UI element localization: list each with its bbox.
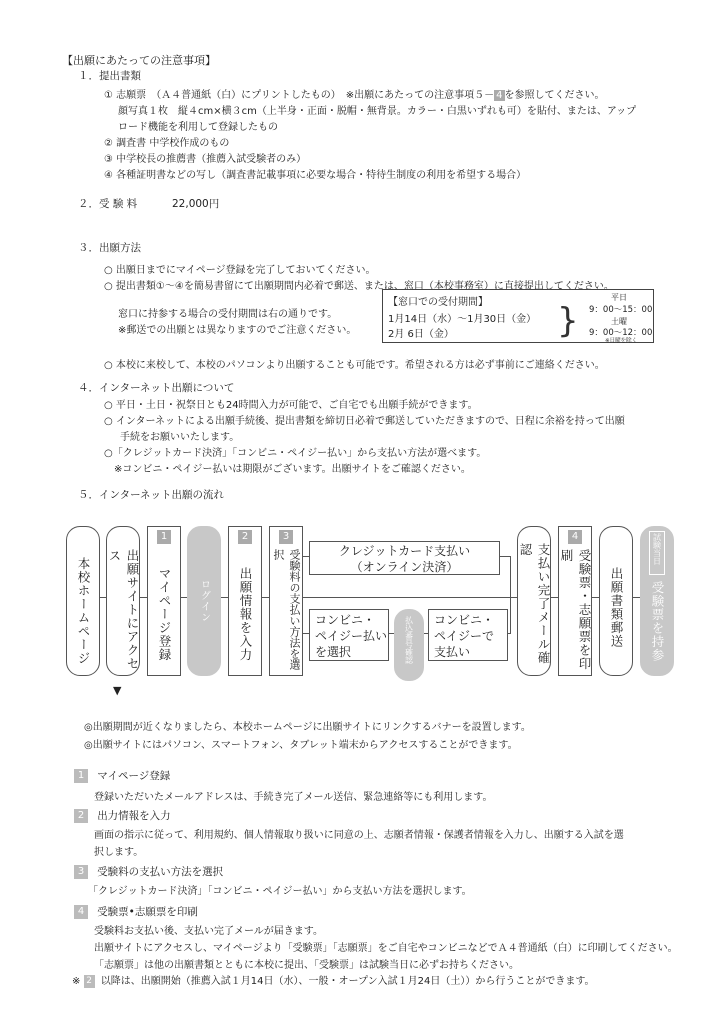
saturday-label: 土曜 <box>611 317 627 326</box>
flow-convenience-select: コンビニ・ ペイジー払い を選択 <box>309 609 389 661</box>
counter-period-date-1: 1月14日（水）～1月30日（金） <box>388 314 537 325</box>
s1-item-1: ① 志願票 （Ａ４普通紙（白）にプリントしたもの） ※出願にあたっての注意事項５－ 4 を参照してください。 <box>104 90 605 101</box>
exam-day-frame <box>649 531 665 575</box>
flow-branch-right-line <box>510 556 511 634</box>
section-3-title: ３．出願方法 <box>78 242 141 254</box>
down-arrow-icon: ▼ <box>113 684 122 697</box>
step-3 <box>74 864 223 879</box>
sunday-excluded-note: ※日曜を除く <box>605 338 638 344</box>
counter-period-box <box>382 289 654 343</box>
footnote <box>72 972 595 988</box>
s5-note-1: ◎出願期間が近くなりましたら、本校ホームページに出願サイトにリンクするバナーを設置します。 <box>84 722 531 733</box>
ref-5-4-badge: 4 <box>496 90 503 101</box>
step-1-line-1: 登録いただいたメールアドレスは、手続き完了メール送信、緊急連絡等にも利用します。 <box>94 792 493 803</box>
s1-item-4: ④ 各種証明書などの写し（調査書記載事項に必要な場合・特待生制度の利用を希望する場合） <box>104 170 527 181</box>
section-4-title: ４．インターネット出願について <box>78 382 235 394</box>
section-5-title: ５．インターネット出願の流れ <box>78 489 225 501</box>
step-1-title: マイページ登録 <box>97 770 171 782</box>
flow-homepage <box>66 526 100 676</box>
step-1-number: 1 <box>74 769 88 783</box>
s1-item-1-line3: ロード機能を利用して登録したもの <box>118 122 278 133</box>
flow-step-1-number: 1 <box>157 530 171 544</box>
weekday-hours: 9：00～15：00 <box>589 305 653 315</box>
flow-payment-number <box>394 609 424 681</box>
flow-bring-label: 受験票を持参 <box>650 581 665 662</box>
step-1 <box>74 768 170 783</box>
flow-step-mypage <box>147 526 181 676</box>
flow-step-2-number: 2 <box>238 530 252 544</box>
s1-item-2: ② 調査書 中学校作成のもの <box>104 138 230 149</box>
flow-mail-documents <box>599 526 633 676</box>
flow-access-site-label: 出願サイトにアクセス <box>107 549 140 671</box>
step-4-line-1: 受験料お支払い後、支払い完了メールが届きます。 <box>94 926 323 937</box>
flow-payment-complete-mail <box>517 526 551 676</box>
s3-bullet-3: ○ 本校に来校して、本校のパソコンより出願することも可能です。希望される方は必ず事前にご連絡ください。 <box>104 360 605 371</box>
flow-print-label: 受験票・志願票を印刷 <box>559 549 592 671</box>
flow-step-3-number: 3 <box>279 530 293 544</box>
flow-input-label: 出願情報を入力 <box>238 567 253 662</box>
s4-bullet-2: ○ インターネットによる出願手続後、提出書類を締切日必着で郵送していただきますので、日程に余裕を持って出願 <box>104 416 625 427</box>
step-4-line-3: 「志願票」は他の出願書類とともに本校に提出、「受験票」は試験当日に必ずお持ちください。 <box>94 960 519 971</box>
step-4-title: 受験票•志願票を印刷 <box>97 906 198 918</box>
flow-credit-card: クレジットカード支払い （オンライン決済） <box>309 541 500 575</box>
brace-icon: } <box>557 301 579 341</box>
s1-item-3: ③ 中学校長の推薦書（推薦入試受験者のみ） <box>104 154 307 165</box>
step-3-line-1: 「クレジットカード決済」「コンビニ・ペイジー払い」から支払い方法を選択します。 <box>88 886 472 897</box>
footnote-mark: ※ <box>72 976 81 987</box>
s4-bullet-3-note: ※コンビニ・ペイジー払いは期限がございます。出願サイトをご確認ください。 <box>114 464 471 475</box>
step-3-title: 受験料の支払い方法を選択 <box>97 866 224 878</box>
counter-period-date-2: 2月 6日（金） <box>388 329 454 340</box>
s4-bullet-2-line2: 手続をお願いいたします。 <box>120 432 240 443</box>
s3-counter-note-1: 窓口に持参する場合の受付期間は右の通りです。 <box>118 309 338 320</box>
exam-fee-value: 22,000円 <box>172 198 220 210</box>
step-2-line-2: 択します。 <box>94 847 144 858</box>
flow-step-input <box>228 526 262 676</box>
step-3-number: 3 <box>74 865 88 879</box>
s5-note-2: ◎出願サイトにはパソコン、スマートフォン、タブレット端末からアクセスすることができます。 <box>84 740 518 751</box>
flow-convenience-pay: コンビニ・ ペイジーで 支払い <box>428 609 508 661</box>
page-header: 【出願にあたっての注意事項】 <box>62 54 216 67</box>
footnote-text: 以降は、出願開始（推薦入試１月14日（水）、一般・オープン入試１月24日（土））から行うことができます。 <box>100 976 595 987</box>
step-2-line-1: 画面の指示に従って、利用規約、個人情報取り扱いに同意の上、志願者情報・保護者情報を入力し、出願する入試を選 <box>94 830 624 841</box>
flow-bring-ticket <box>640 526 674 676</box>
step-2 <box>74 808 171 823</box>
s3-bullet-1: ○ 出願日までにマイページ登録を完了しておいてください。 <box>104 265 376 276</box>
flow-login <box>187 526 221 676</box>
step-4-line-2: 出願サイトにアクセスし、マイページより「受験票」「志願票」をご自宅やコンビニなどでＡ４普通紙（白）に印刷してください。 <box>94 943 678 954</box>
s3-counter-note-2: ※郵送での出願とは異なりますのでご注意ください。 <box>118 325 357 336</box>
counter-period-title: 【窓口での受付期間】 <box>388 297 488 308</box>
step-4 <box>74 904 198 919</box>
s4-bullet-1: ○ 平日・土日・祝祭日とも24時間入力が可能で、ご自宅でも出願手続ができます。 <box>104 400 478 411</box>
section-1-title: １．提出書類 <box>78 70 141 82</box>
section-2-title: ２．受 験 料 <box>78 198 138 210</box>
flow-payment-number-label: 払込番号確認 <box>404 616 414 664</box>
flow-step-4-number: 4 <box>568 530 582 544</box>
weekday-label: 平日 <box>611 293 627 302</box>
saturday-hours: 9：00～12：00 <box>589 328 653 338</box>
s4-bullet-3: ○「クレジットカード決済」「コンビニ・ペイジー払い」から支払い方法が選べます。 <box>104 448 487 459</box>
flow-homepage-label: 本校ホームページ <box>76 557 91 665</box>
exam-day-label: 試験当日 <box>652 533 662 565</box>
flow-mail-label: 支払い完了メール確認 <box>518 543 551 665</box>
s1-item-1-line2: 顔写真１枚 縦４cm×横３cm（上半身・正面・脱帽・無背景。カラー・白黒いずれも可）を貼付、または、アップ <box>118 106 637 117</box>
flow-step-payment-method <box>269 526 303 676</box>
flow-mailing-label: 出願書類郵送 <box>609 567 624 648</box>
flow-login-label: ログイン <box>198 579 210 623</box>
flow-access-site <box>106 526 140 676</box>
step-2-title: 出力情報を入力 <box>97 810 171 822</box>
step-4-number: 4 <box>74 905 88 919</box>
flow-mypage-label: マイページ登録 <box>157 567 172 662</box>
flow-payment-method-label: 受験料の支払い方法を選択 <box>272 549 301 670</box>
s3-bullet-2: ○ 提出書類①～④を簡易書留にて出願期間内必着で郵送、または、窓口（本校事務室）に直接提出してください。 <box>104 281 614 292</box>
footnote-step-number: 2 <box>84 975 95 988</box>
step-2-number: 2 <box>74 809 88 823</box>
flow-step-print <box>558 526 592 676</box>
